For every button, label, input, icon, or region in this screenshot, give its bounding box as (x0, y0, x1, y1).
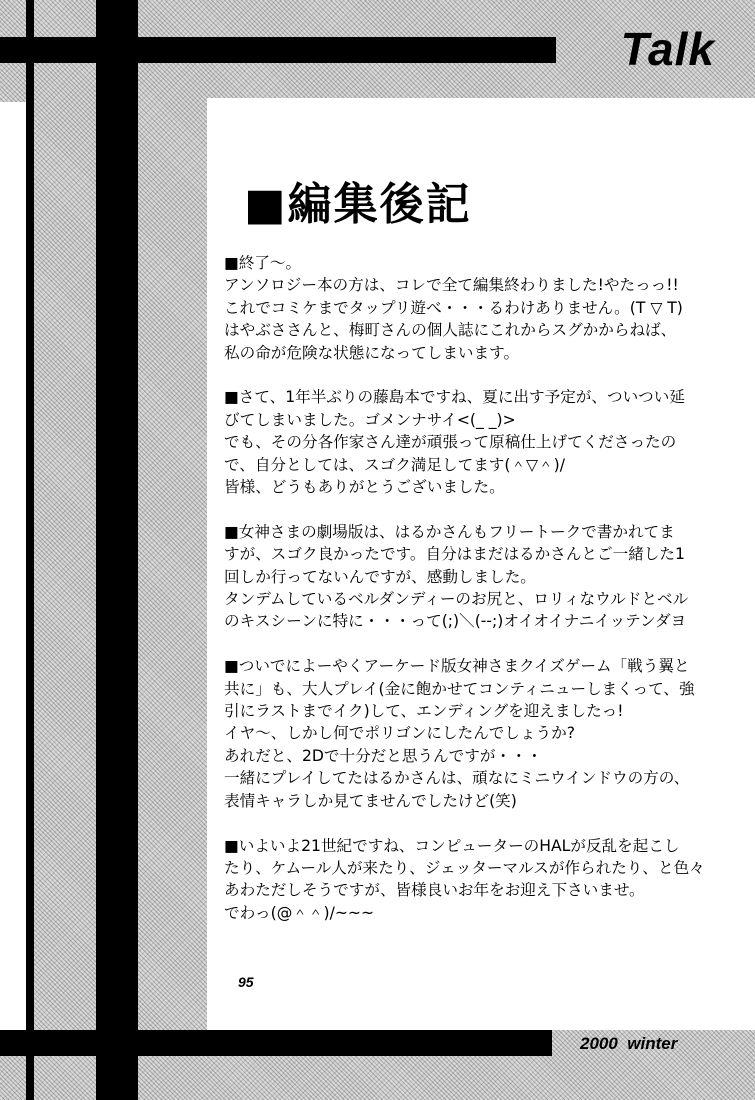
text-line: のキスシーンに特に・・・って(;)＼(--;)オイオイナニイッテンダヨ (224, 612, 687, 631)
text-line: でわっ(@＾＾)/~~~ (224, 903, 375, 922)
text-line: アンソロジー本の方は、コレで全て編集終わりました!やたっっ!! (224, 276, 679, 295)
text-line: ■女神さまの劇場版は、はるかさんもフリートークで書かれてま (224, 522, 675, 541)
text-line: あれだと、2Dで十分だと思うんですが・・・ (224, 746, 543, 765)
vertical-bar-thin (26, 0, 34, 1100)
footer-tag (580, 1034, 677, 1054)
text-line: すが、スゴク良かったです。自分はまだはるかさんとご一緒した1 (224, 545, 685, 564)
text-line: ■さて、1年半ぶりの藤島本ですね、夏に出す予定が、ついつい延 (224, 388, 685, 407)
text-line: でも、その分各作家さん達が頑張って原稿仕上げてくださったの (224, 433, 677, 452)
text-line: 皆様、どうもありがとうございました。 (224, 478, 505, 497)
text-line: タンデムしているベルダンディーのお尻と、ロリィなウルドとベル (224, 590, 689, 609)
page-heading: ■編集後記 (244, 179, 472, 230)
text-line: ■いよいよ21世紀ですね、コンピューターのHALが反乱を起こし (224, 836, 680, 855)
text-line: 引にラストまでイク)して、エンディングを迎えましたっ! (224, 702, 624, 721)
text-line: 回しか行ってないんですが、感動しました。 (224, 567, 536, 586)
text-line: イヤ～、しかし何でポリゴンにしたんでしょうか? (224, 724, 576, 743)
text-line: 一緒にプレイしてたはるかさんは、頑なにミニウインドウの方の、 (224, 769, 690, 788)
page-number: 95 (238, 974, 254, 990)
text-line: たり、ケムール人が来たり、ジェッターマルスが作られたり、と色々 (224, 858, 705, 877)
text-line: で、自分としては、スゴク満足してます(＾▽＾)/ (224, 455, 565, 474)
text-line: ■ついでによーやくアーケード版女神さまクイズゲーム「戦う翼と (224, 657, 690, 676)
text-line: ■終了～。 (224, 254, 302, 272)
horizontal-bar-bottom (0, 1030, 552, 1056)
text-line: 私の命が危険な状態になってしまいます。 (224, 343, 520, 362)
text-line: 表情キャラしか見てませんでしたけど(笑) (224, 791, 517, 810)
horizontal-bar-top (0, 37, 556, 63)
afterword-body (224, 252, 744, 947)
text-line: あわただしそうですが、皆様良いお年をお迎え下さいませ。 (224, 881, 645, 900)
paragraph (224, 835, 744, 925)
paragraph (224, 386, 744, 498)
paragraph (224, 521, 744, 633)
paragraph (224, 655, 744, 812)
text-line: 共に」も、大人プレイ(金に飽かせてコンティニューしまくって、強 (224, 679, 695, 698)
text-line: これでコミケまでタップリ遊べ・・・るわけありません。(T ▽ T) (224, 298, 683, 317)
footer-year: 2000 (580, 1034, 618, 1053)
text-line: はやぶささんと、梅町さんの個人誌にこれからスグかからねば、 (224, 321, 677, 340)
left-margin-strip (0, 102, 26, 1030)
paragraph (224, 252, 744, 364)
section-title: Talk (620, 23, 715, 75)
vertical-bar-thick (96, 0, 138, 1100)
footer-season: winter (627, 1034, 678, 1053)
text-line: びてしまいました。ゴメンナサイ<(_ _)> (224, 410, 516, 429)
